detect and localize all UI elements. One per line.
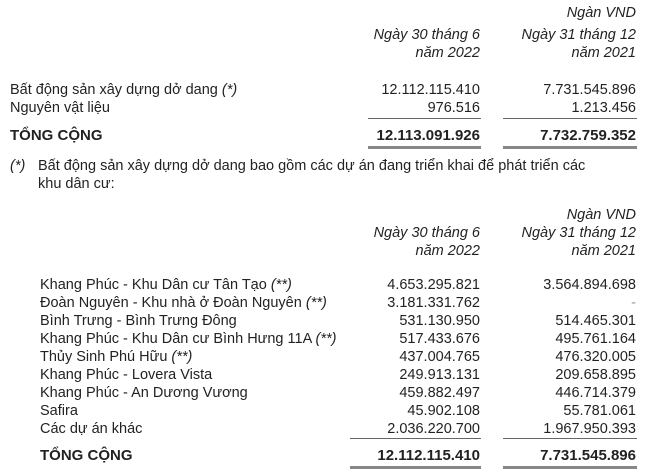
value-2021: 7.731.545.896	[543, 82, 636, 98]
unit-label: Ngàn VND	[566, 207, 636, 223]
row-label: Các dự án khác	[40, 421, 143, 437]
subtotal-rule	[503, 118, 637, 119]
total-2021: 7.732.759.352	[540, 127, 636, 144]
value-2022: 976.516	[427, 100, 480, 116]
total-2021: 7.731.545.896	[540, 447, 636, 464]
unit-label: Ngàn VND	[566, 5, 636, 21]
footnote-marker: (**)	[315, 331, 337, 347]
value-2022: 437.004.765	[399, 349, 480, 365]
row-label: Khang Phúc - Khu Dân cư Bình Hưng 11A	[40, 331, 312, 347]
total-label: TỔNG CỘNG	[40, 447, 133, 464]
value-2022: 517.433.676	[399, 331, 480, 347]
value-2021: 446.714.379	[555, 385, 636, 401]
value-2021: 495.761.164	[555, 331, 636, 347]
value-2022: 4.653.295.821	[387, 277, 480, 293]
col-header-2022-line2: năm 2022	[415, 45, 480, 61]
footnote-marker: (*)	[10, 158, 26, 174]
value-2022: 459.882.497	[399, 385, 480, 401]
value-2021: 209.658.895	[555, 367, 636, 383]
value-2021: 1.967.950.393	[543, 421, 636, 437]
col-header-2022-line1: Ngày 30 tháng 6	[373, 225, 480, 241]
col-header-2021-line2: năm 2021	[571, 243, 636, 259]
value-2022: 531.130.950	[399, 313, 480, 329]
row-label: Nguyên vật liệu	[10, 100, 110, 116]
col-header-2022-line2: năm 2022	[415, 243, 480, 259]
row-label: Khang Phúc - Lovera Vista	[40, 367, 213, 383]
total-2022: 12.113.091.926	[376, 127, 480, 144]
row-label: Khang Phúc - Khu Dân cư Tân Tạo	[40, 277, 267, 293]
value-2022: 3.181.331.762	[387, 295, 480, 311]
value-2021: 514.465.301	[555, 313, 636, 329]
value-2021: 1.213.456	[571, 100, 636, 116]
row-label: Đoàn Nguyên - Khu nhà ở Đoàn Nguyên	[40, 295, 302, 311]
footnote-text-line2: khu dân cư:	[38, 176, 115, 192]
total-double-rule	[503, 466, 637, 469]
footnote-marker: (**)	[270, 277, 292, 293]
value-2021: 476.320.005	[555, 349, 636, 365]
value-2021: 3.564.894.698	[543, 277, 636, 293]
value-2022: 45.902.108	[407, 403, 480, 419]
row-label: Safira	[40, 403, 78, 419]
col-header-2022-line1: Ngày 30 tháng 6	[373, 27, 480, 43]
col-header-2021-line2: năm 2021	[571, 45, 636, 61]
value-2022: 2.036.220.700	[387, 421, 480, 437]
footnote-marker: (**)	[305, 295, 327, 311]
value-2021: 55.781.061	[563, 403, 636, 419]
subtotal-rule	[503, 438, 637, 439]
subtotal-rule	[368, 118, 481, 119]
total-double-rule	[503, 146, 637, 149]
value-2021: -	[631, 295, 636, 311]
col-header-2021-line1: Ngày 31 tháng 12	[521, 27, 636, 43]
row-label: Bất động sản xây dựng dở dang	[10, 82, 218, 98]
col-header-2021-line1: Ngày 31 tháng 12	[521, 225, 636, 241]
total-label: TỔNG CỘNG	[10, 127, 103, 144]
total-2022: 12.112.115.410	[377, 447, 480, 464]
value-2022: 12.112.115.410	[381, 82, 480, 98]
value-2022: 249.913.131	[399, 367, 480, 383]
subtotal-rule	[350, 438, 481, 439]
total-double-rule	[350, 466, 481, 469]
footnote-text-line1: Bất động sản xây dựng dở dang bao gồm các dự án đang triển khai để phát triển các	[38, 158, 586, 174]
footnote-marker: (**)	[171, 349, 193, 365]
row-label: Khang Phúc - An Dương Vương	[40, 385, 248, 401]
row-label: Bình Trưng - Bình Trưng Đông	[40, 313, 237, 329]
total-double-rule	[368, 146, 481, 149]
row-label: Thủy Sinh Phú Hữu	[40, 349, 168, 365]
footnote-marker: (*)	[221, 82, 238, 98]
